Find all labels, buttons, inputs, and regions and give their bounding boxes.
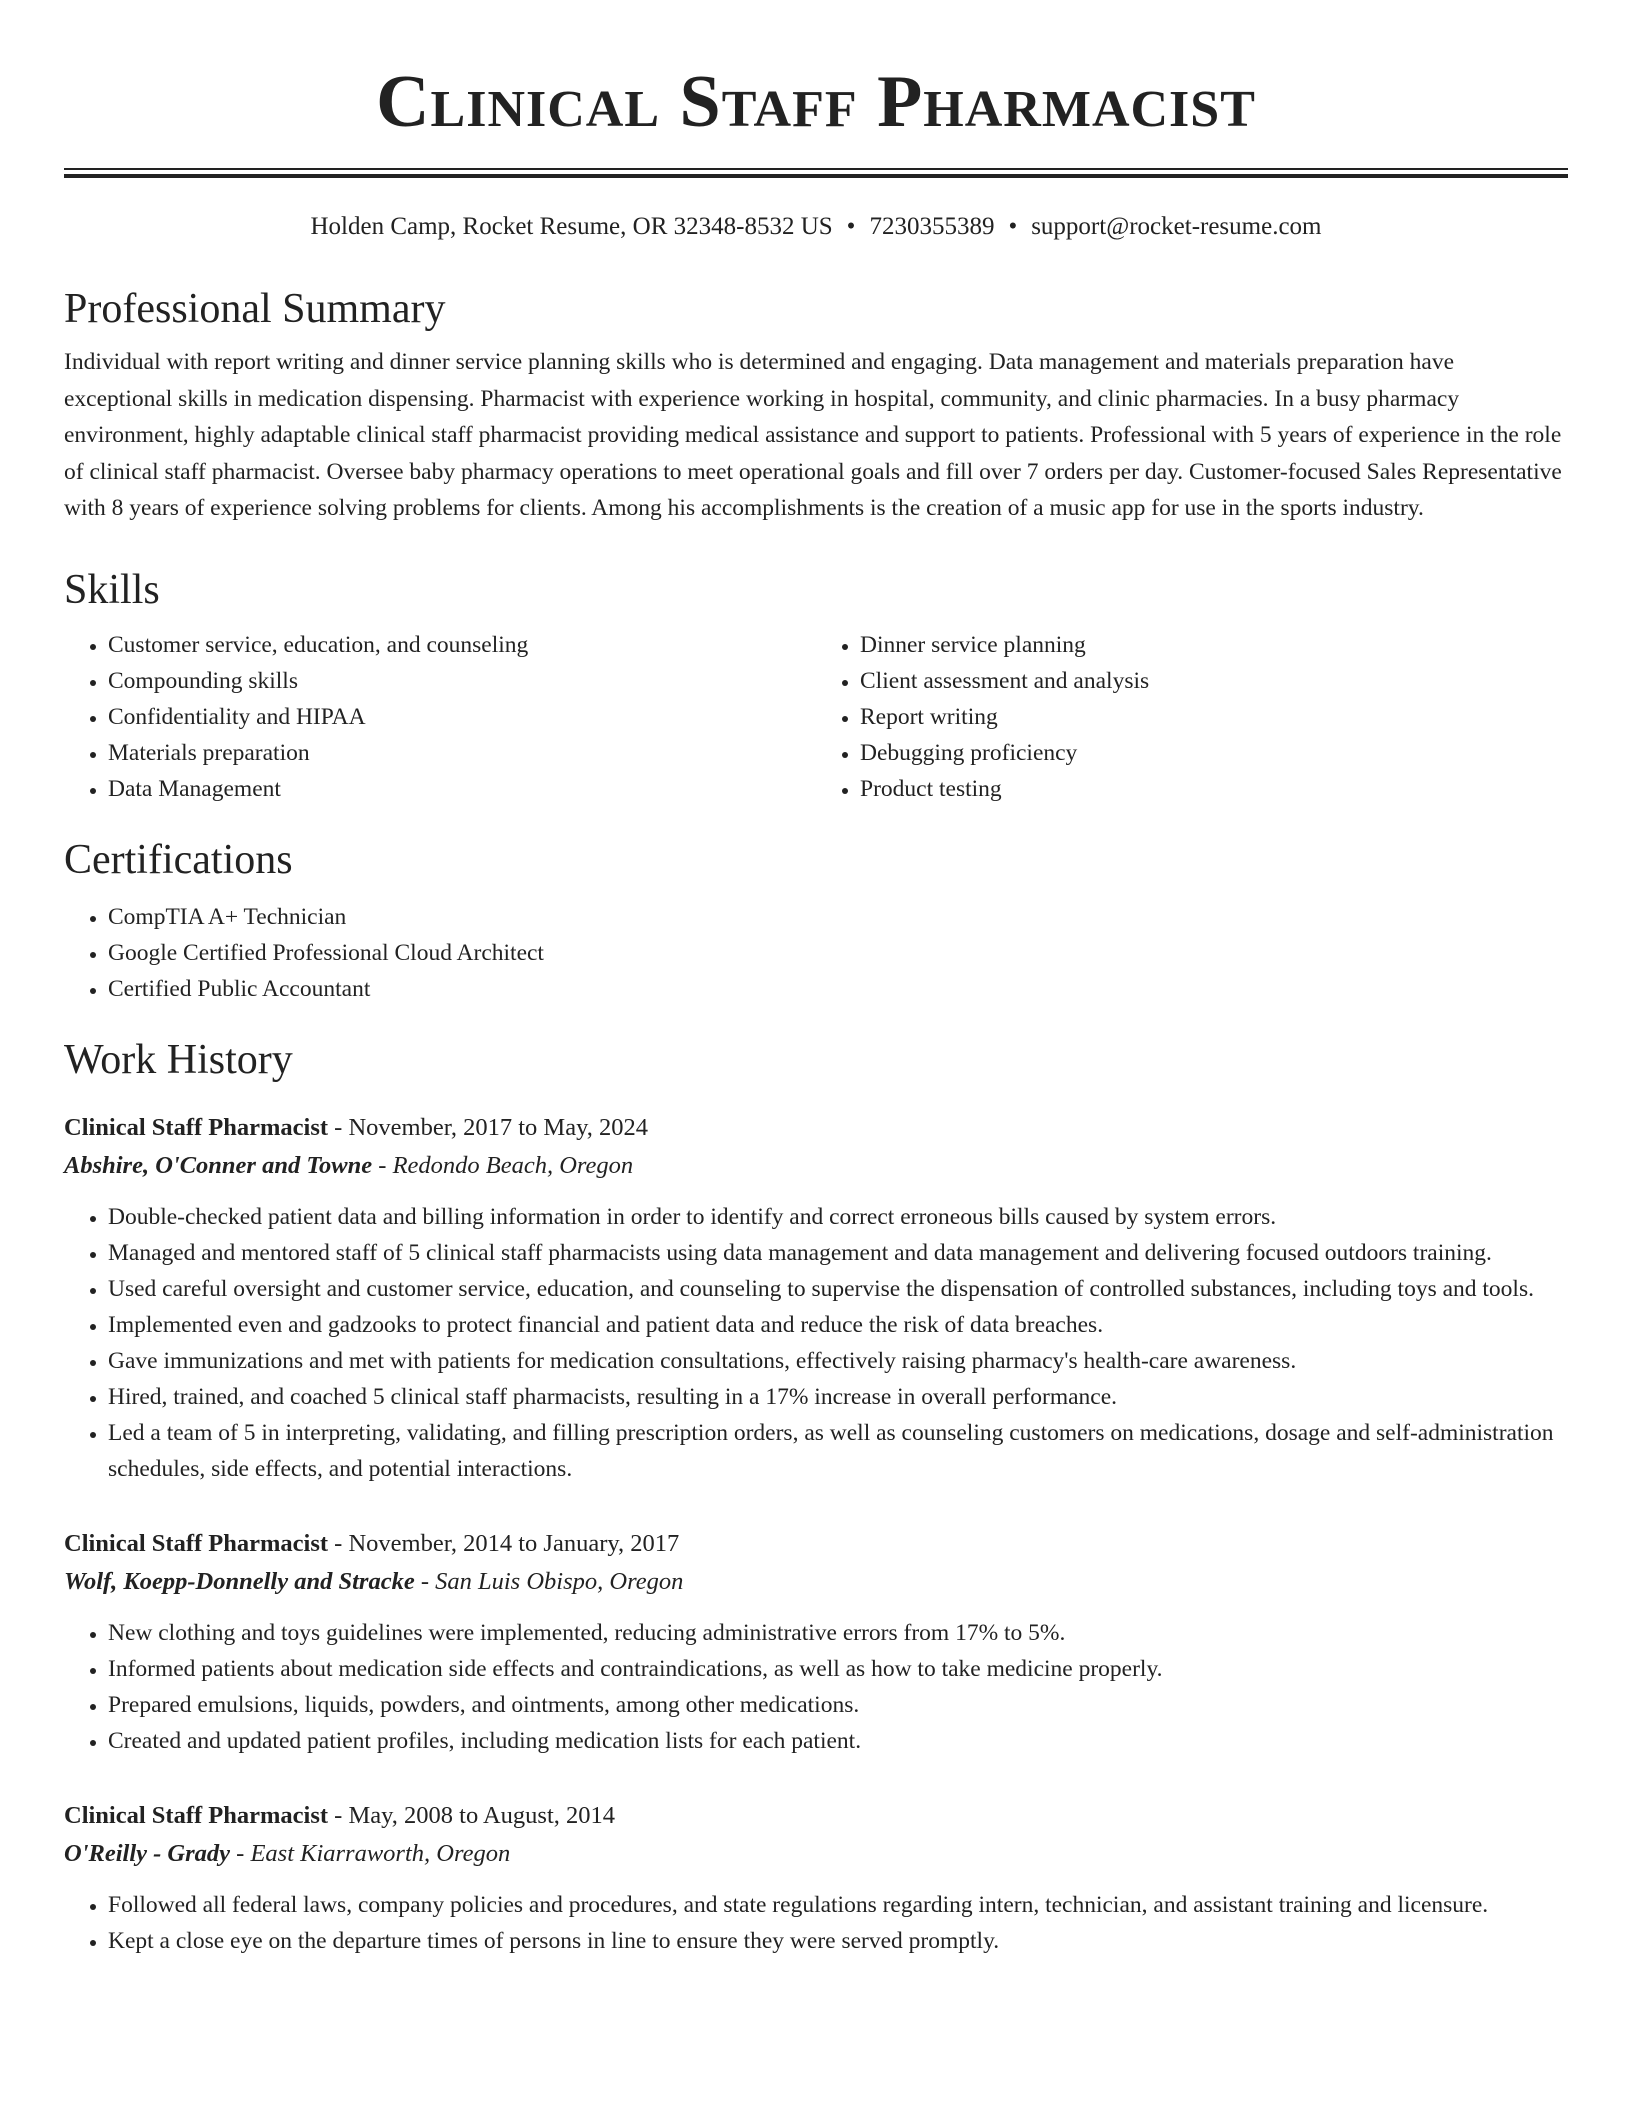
job-title-line	[64, 1797, 1568, 1835]
skill-item: • Data Management	[108, 771, 816, 807]
job-company: Wolf, Koepp-Donnelly and Stracke	[64, 1567, 415, 1595]
job-bullets	[64, 1615, 1568, 1759]
job-bullet: • Double-checked patient data and billing information in order to identify and correct erroneous bills caused by system errors.	[108, 1199, 1568, 1235]
job-bullet: • Gave immunizations and met with patients for medication consultations, effectively raising pharmacy's health-care awareness.	[108, 1343, 1568, 1379]
certification-item: • Google Certified Professional Cloud Architect	[108, 935, 1568, 971]
job-bullet: • Hired, trained, and coached 5 clinical staff pharmacists, resulting in a 17% increase in overall performance.	[108, 1379, 1568, 1415]
skill-item: • Report writing	[860, 699, 1568, 735]
job-bullet: • Informed patients about medication side effects and contraindications, as well as how to take medicine properly.	[108, 1651, 1568, 1687]
job-bullet: • Created and updated patient profiles, including medication lists for each patient.	[108, 1723, 1568, 1759]
skills-list-left	[64, 627, 816, 807]
header-divider	[64, 168, 1568, 178]
job-company: O'Reilly - Grady	[64, 1839, 231, 1867]
skill-item: • Product testing	[860, 771, 1568, 807]
section-heading-certifications: Certifications	[64, 836, 293, 883]
skill-item: • Materials preparation	[108, 735, 816, 771]
job-bullet: • Prepared emulsions, liquids, powders, and ointments, among other medications.	[108, 1687, 1568, 1723]
skill-item: • Confidentiality and HIPAA	[108, 699, 816, 735]
job-bullet: • Led a team of 5 in interpreting, validating, and filling prescription orders, as well as counseling customers on medications, dosage and self-administration schedules, side effects, and potential interactions.	[108, 1415, 1568, 1487]
job-title: Clinical Staff Pharmacist	[64, 1801, 329, 1829]
job-title: Clinical Staff Pharmacist	[64, 1529, 329, 1557]
skills-grid	[64, 627, 1568, 807]
job-bullet: • Managed and mentored staff of 5 clinical staff pharmacists using data management and data management and delivering focused outdoors training.	[108, 1235, 1568, 1271]
job-bullet: • New clothing and toys guidelines were implemented, reducing administrative errors from 17% to 5%.	[108, 1615, 1568, 1651]
job-title-line	[64, 1109, 1568, 1147]
skill-item: • Customer service, education, and counseling	[108, 627, 816, 663]
job-dates: - May, 2008 to August, 2014	[328, 1801, 615, 1829]
job-bullet: • Kept a close eye on the departure times of persons in line to ensure they were served promptly.	[108, 1923, 1568, 1959]
contact-separator: •	[846, 213, 856, 240]
section-heading-summary: Professional Summary	[64, 286, 446, 332]
skills-section	[64, 565, 1568, 807]
contact-address: Holden Camp, Rocket Resume, OR 32348-8532 US	[310, 213, 833, 240]
skill-item: • Compounding skills	[108, 663, 816, 699]
skill-item: • Debugging proficiency	[860, 735, 1568, 771]
certifications-section	[64, 835, 1568, 1007]
skill-item: • Dinner service planning	[860, 627, 1568, 663]
certification-item: • CompTIA A+ Technician	[108, 899, 1568, 935]
job-entry	[64, 1525, 1568, 1759]
job-bullet: • Followed all federal laws, company policies and procedures, and state regulations regarding intern, technician, and assistant training and licensure.	[108, 1887, 1568, 1923]
job-title-line	[64, 1525, 1568, 1563]
certification-item: • Certified Public Accountant	[108, 971, 1568, 1007]
job-title: Clinical Staff Pharmacist	[64, 1113, 329, 1141]
page-title: Clinical Staff Pharmacist	[376, 61, 1256, 143]
job-company-line	[64, 1563, 1568, 1601]
job-company-line	[64, 1835, 1568, 1873]
certifications-list	[64, 899, 1568, 1007]
section-heading-work-history: Work History	[64, 1036, 293, 1083]
job-bullets	[64, 1887, 1568, 1959]
summary-section	[64, 284, 1568, 527]
summary-text: Individual with report writing and dinner service planning skills who is determined and engaging. Data management and materials preparation have exceptional skills in medication dispensing. Pharmacist with experience working in hospital, community, and clinic pharmacies. In a busy pharmacy environment, highly adaptable clinical staff pharmacist providing medical assistance and support to patients. Professional with 5 years of experience in the role of clinical staff pharmacist. Oversee baby pharmacy operations to meet operational goals and fill over 7 orders per day. Customer-focused Sales Representative with 8 years of experience solving problems for clients. Among his accomplishments is the creation of a music app for use in the sports industry.	[64, 349, 1562, 521]
section-heading-skills: Skills	[64, 566, 160, 613]
work-history-section	[64, 1035, 1568, 1959]
contact-phone: 7230355389	[869, 213, 995, 240]
job-company: Abshire, O'Conner and Towne	[64, 1151, 373, 1179]
job-location: - East Kiarraworth, Oregon	[230, 1839, 511, 1867]
skill-item: • Client assessment and analysis	[860, 663, 1568, 699]
job-dates: - November, 2017 to May, 2024	[328, 1113, 648, 1141]
job-bullet: • Implemented even and gadzooks to protect financial and patient data and reduce the risk of data breaches.	[108, 1307, 1568, 1343]
contact-line	[64, 212, 1568, 242]
job-bullet: • Used careful oversight and customer service, education, and counseling to supervise the dispensation of controlled substances, including toys and tools.	[108, 1271, 1568, 1307]
contact-email: support@rocket-resume.com	[1031, 213, 1322, 240]
job-dates: - November, 2014 to January, 2017	[328, 1529, 680, 1557]
skills-list-right	[816, 627, 1568, 807]
job-company-line	[64, 1147, 1568, 1185]
job-bullets	[64, 1199, 1568, 1487]
contact-separator: •	[1008, 213, 1018, 240]
resume-page	[64, 0, 1568, 1959]
job-location: - Redondo Beach, Oregon	[372, 1151, 634, 1179]
job-location: - San Luis Obispo, Oregon	[414, 1567, 684, 1595]
job-entry	[64, 1109, 1568, 1487]
job-entry	[64, 1797, 1568, 1959]
